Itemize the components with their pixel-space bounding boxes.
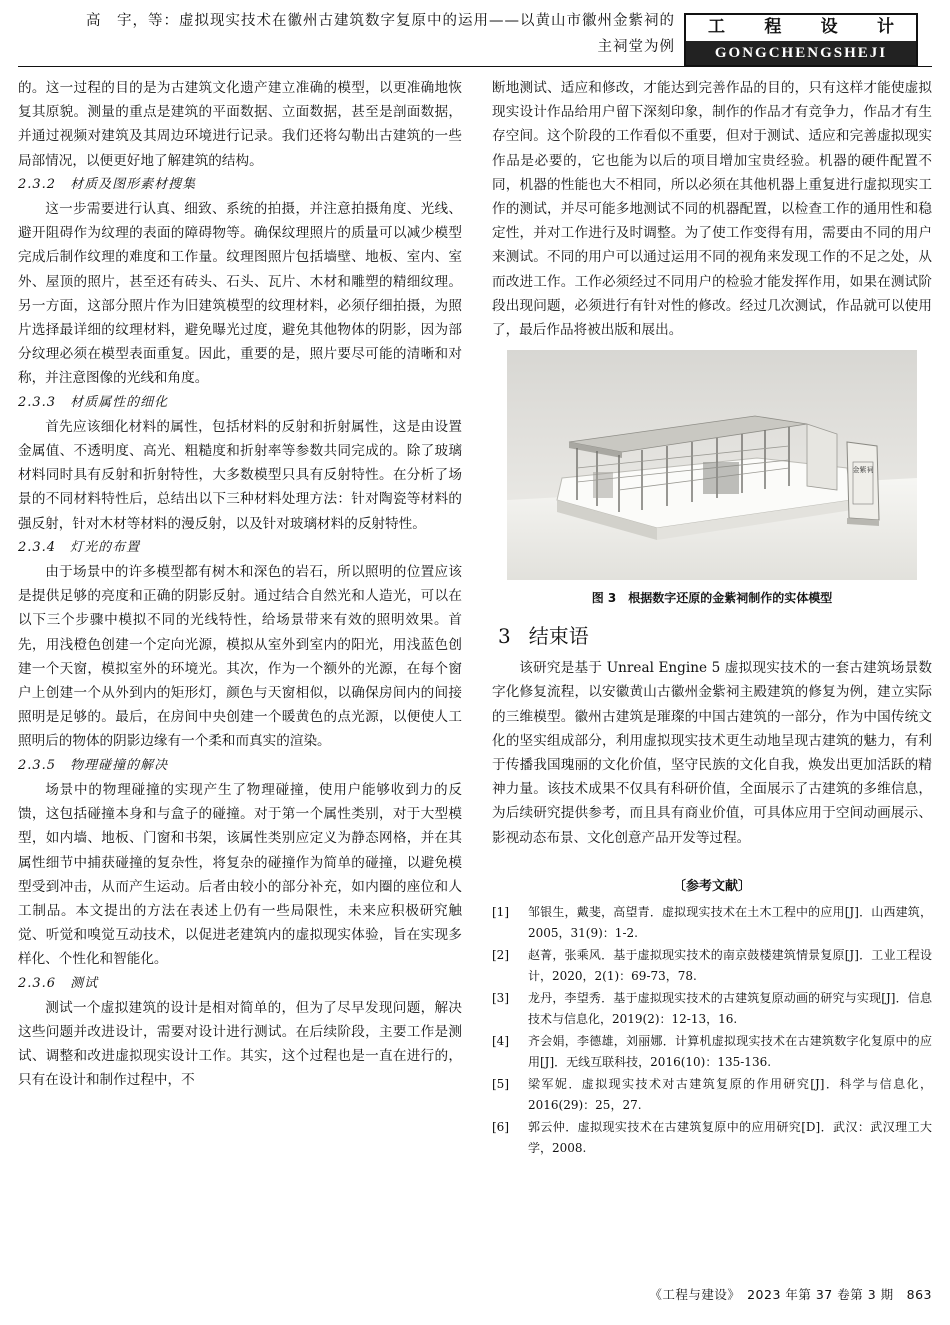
paragraph: 首先应该细化材料的属性，包括材料的反射和折射属性，这是由设置金属值、不透明度、高光、粗糙度和折射率等参数共同完成的。除了玻璃材料同时具有反射和折射特性，大多数模型只具有反射特性。在分析了场景的不同材料特性后，总结出以下三种材料处理方法：针对陶瓷等材料的强反射，针对木材等材料的漫反射，以及针对玻璃材料的反射特性。 [18,418,462,532]
subsection-heading: 2.3.4 灯光的布置 [18,539,141,555]
reference-text: 赵菁，张乘风．基于虚拟现实技术的南京鼓楼建筑情景复原[J]．工业工程设计，2020，2(1)：69-73，78. [528,947,932,983]
journal-char: 计 [876,17,894,37]
paragraph: 该研究是基于 Unreal Engine 5 虚拟现实技术的一套古建筑场景数字化修复流程，以安徽黄山古徽州金紫祠主殿建筑的修复为例，建立实际的三维模型。徽州古建筑是璀璨的中国古建筑的一部分，作为中国传统文化的坚实组成部分，利用虚拟现实技术更生动地呈现古建筑的魅力，有利于传播我国瑰丽的文化价值，坚守民族的文化自我，焕发出更加活跃的精神力量。该技术成果不仅具有科研价值，全面展示了古建筑的多维信息，为后续研究提供参考，而且具有商业价值，可具体应用于空间动画展示、影视动态布景、文化创意产品开发等过程。 [492,660,932,846]
header-title-line1: 高 宇，等：虚拟现实技术在徽州古建筑数字复原中的运用——以黄山市徽州金紫祠的 [86,13,675,29]
model-photo-illustration [507,350,917,580]
reference-text: 郭云仲．虚拟现实技术在古建筑复原中的应用研究[D]．武汉：武汉理工大学，2008. [528,1119,932,1155]
running-header [50,8,675,60]
paragraph: 这一步需要进行认真、细致、系统的拍摄，并注意拍摄角度、光线、避开阻碍作为纹理的表面的障碍物等。确保纹理照片的质量可以减少模型完成后制作纹理的难度和工作量。纹理图照片包括墙壁、地板、室内、室外、屋顶的照片，甚至还有砖头、石头、瓦片、木材和雕塑的精细纹理。另一方面，这部分照片作为旧建筑模型的纹理材料，必须仔细拍摄，为照片选择最详细的纹理材料，避免曝光过度，避免其他物体的阴影，因为部分纹理必须在模型表面重复。因此，重要的是，照片要尽可能的清晰和对称，并注意图像的光线和角度。 [18,201,462,387]
section-heading [498,622,932,650]
subsection-heading: 2.3.6 测试 [18,975,99,991]
paragraph: 的。这一过程的目的是为古建筑文化遗产建立准确的模型，以更准确地恢复其原貌。测量的重点是建筑的平面数据、立面数据，甚至是剖面数据，并通过视频对建筑及其周边环境进行记录。我们还将勾勒出古建筑的一些局部情况，以便更好地了解建筑的结构。 [18,80,462,169]
reference-number: [3] [492,990,509,1005]
reference-number: [2] [492,947,509,962]
reference-item [492,902,932,944]
figure-caption: 图 3 根据数字还原的金紫祠制作的实体模型 [591,591,833,606]
subsection-heading: 2.3.3 材质属性的细化 [18,394,169,410]
references-title: 〔参考文献〕 [672,878,751,894]
page-footer: 《工程与建设》 2023 年第 37 卷第 3 期 863 [649,1287,932,1302]
right-column [492,76,932,1160]
journal-logo [684,13,918,67]
reference-number: [1] [492,904,509,919]
journal-name-en: GONGCHENGSHEJI [686,41,916,65]
reference-number: [5] [492,1076,509,1091]
paragraph: 测试一个虚拟建筑的设计是相对简单的，但为了尽早发现问题，解决这些问题并改进设计，需要对设计进行测试。在后续阶段，主要工作是测试、调整和改进虚拟现实设计工作。其实，这个过程也是一直在进行的，只有在设计和制作过程中，不 [18,999,462,1089]
journal-char: 工 [708,17,725,37]
paragraph: 场景中的物理碰撞的实现产生了物理碰撞，使用户能够收到力的反馈，这包括碰撞本身和与盒子的碰撞。对于第一个属性类别，对于大型模型，如内墙、地板、门窗和书架，该属性类别应定义为静态网格，并在其属性细节中捕获碰撞的复杂性，将复杂的碰撞作为简单的碰撞，以避免模型受到冲击，从而产生运动。后者由较小的部分补充，如内圈的座位和人工制品。本文提出的方法在表述上仍有一些局限性，未来应积极研究触觉、听觉和嗅觉互动技术，以促进老建筑内的虚拟现实体验，旨在实现多样化、个性化和智能化。 [18,781,462,968]
section-title: 结束语 [528,624,589,649]
reference-number: [6] [492,1119,509,1134]
subsection-heading: 2.3.5 物理碰撞的解决 [18,757,169,773]
plaque-label: 金紫祠 [852,466,874,475]
subsection-heading: 2.3.2 材质及图形素材搜集 [18,176,197,192]
header-rule [18,66,932,67]
reference-item [492,1074,932,1116]
reference-text: 龙丹，李望秀．基于虚拟现实技术的古建筑复原动画的研究与实现[J]．信息技术与信息化，2019(2)：12-13，16. [528,990,932,1026]
header-title-line2: 主祠堂为例 [597,39,675,55]
journal-char: 程 [764,17,782,37]
paragraph: 由于场景中的许多模型都有树木和深色的岩石，所以照明的位置应该是提供足够的亮度和正确的阴影反射。通过结合自然光和人造光，可以在以下三个步骤中模拟不同的光线特性，给场景带来有效的照明效果。首先，用浅橙色创建一个定向光源，模拟从室外到室内的阳光，用浅蓝色创建一个天窗，模拟室外的环境光。其次，作为一个额外的光源，在每个窗户上创建一个从外到内的矩形灯，颜色与天窗相似，以确保房间内的间接照明是足够的。最后，在房间中央创建一个暖黄色的点光源，以便使人工照明后的物体的阴影边缘有一个柔和而真实的渲染。 [18,564,462,750]
journal-name-cn [686,15,916,39]
figure-photo [507,350,917,580]
reference-item [492,1117,932,1159]
reference-number: [4] [492,1033,509,1048]
paragraph: 断地测试、适应和修改，才能达到完善作品的目的，只有这样才能使虚拟现实设计作品给用户留下深刻印象，制作的作品才有竞争力，作品才有生存空间。这个阶段的工作看似不重要，但对于测试、适应和完善虚拟现实作品是必要的，它也能为以后的项目增加宝贵经验。机器的硬件配置不同，机器的性能也大不相同，所以必须在其他机器上重复进行虚拟现实工作的测试，并尽可能多地测试不同的机器配置，以检查工作的通用性和稳定性，并对工作进行及时调整。为了使工作变得有用，需要由不同的用户来测试。不同的用户可以通过运用不同的视角来发现工作的不足之处，从而改进工作。工作必须经过不同用户的检验才能发挥作用，如果在测试阶段出现问题，必须进行有针对性的修改。经过几次测试，作品就可以使用了，最后作品将被出版和展出。 [492,80,932,339]
reference-text: 齐会娟，李德雄，刘丽娜．计算机虚拟现实技术在古建筑数字化复原中的应用[J]．无线互联科技，2016(10)：135-136. [528,1033,932,1069]
section-number: 3 [498,624,511,649]
reference-text: 邹银生，戴斐，高望青．虚拟现实技术在土木工程中的应用[J]．山西建筑，2005，31(9)：1-2. [528,904,932,940]
reference-item [492,988,932,1030]
reference-item [492,945,932,987]
left-column [18,76,462,1093]
reference-text: 梁军妮．虚拟现实技术对古建筑复原的作用研究[J]．科学与信息化，2016(29)：25，27. [528,1076,932,1112]
journal-char: 设 [820,17,838,37]
reference-item [492,1031,932,1073]
